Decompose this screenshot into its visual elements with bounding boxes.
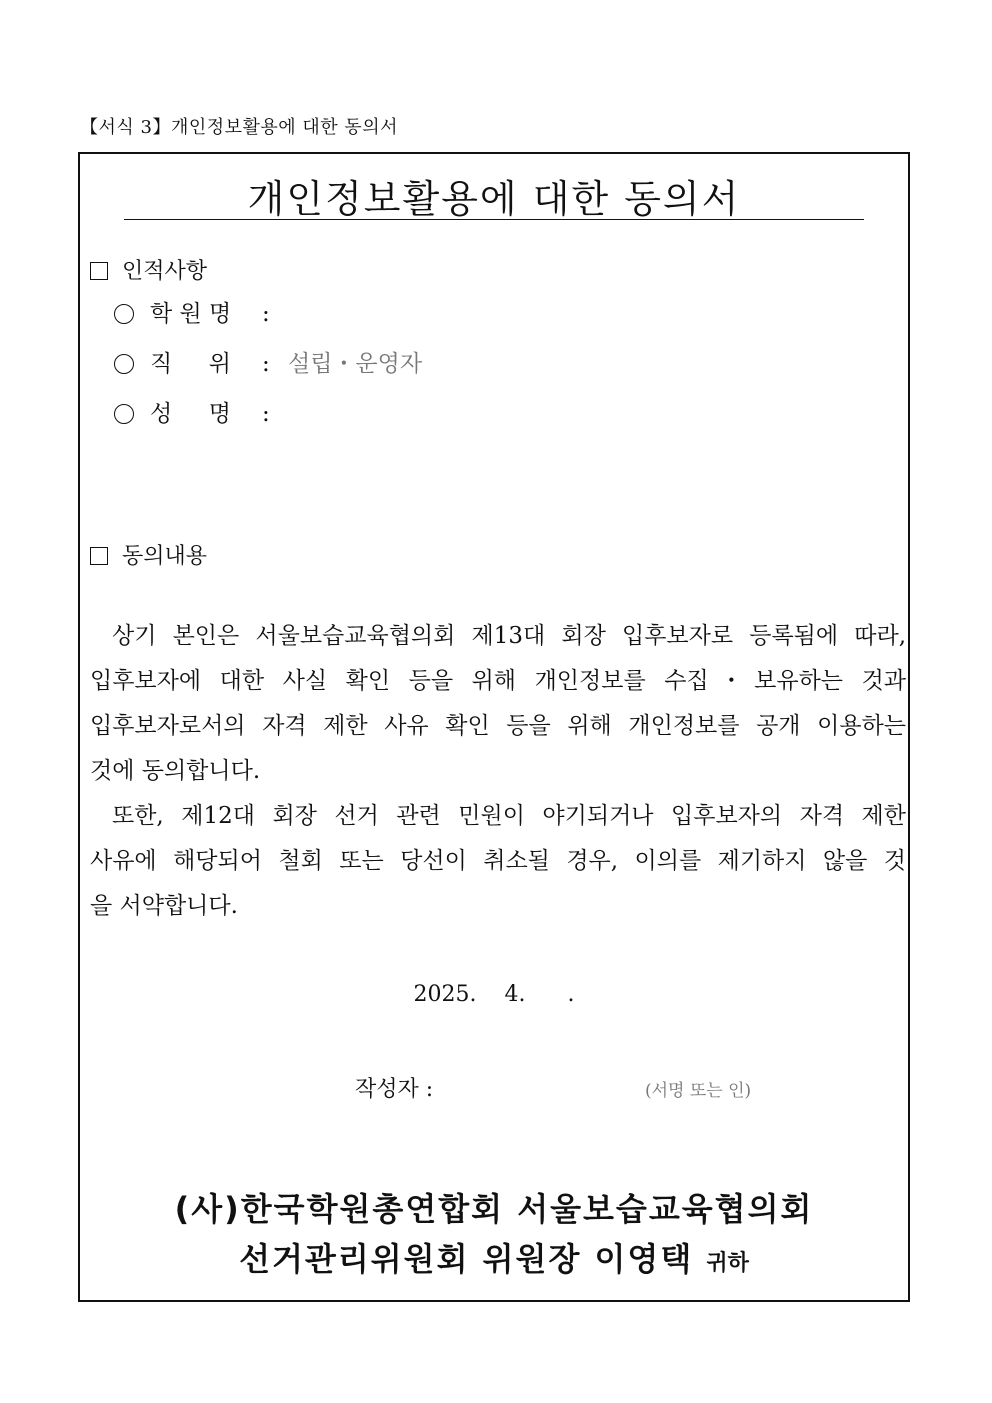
recipient-honorific: 귀하 [706, 1251, 749, 1276]
consent-line: 것에 동의합니다. [90, 758, 261, 784]
field-name [114, 399, 288, 429]
document-date: 2025. 4. . [413, 982, 575, 1007]
consent-form-box [78, 152, 910, 1302]
field-label: 학 원 명 [150, 301, 232, 327]
field-position [114, 349, 422, 379]
circle-bullet-icon [114, 354, 134, 374]
field-colon: : [262, 351, 270, 377]
consent-line: 입후보자로서의 자격 제한 사유 확인 등을 위해 개인정보를 공개 이용하는 [90, 713, 906, 739]
title-underline [124, 219, 864, 220]
field-value: 설립・운영자 [288, 351, 423, 377]
pledge-line: 을 서약합니다. [90, 893, 238, 919]
section-heading: 인적사항 [122, 259, 208, 284]
writer-label: 작성자 : [355, 1077, 434, 1102]
section-heading: 동의내용 [122, 544, 208, 569]
form-number-label: 【서식 3】개인정보활용에 대한 동의서 [80, 117, 399, 138]
circle-bullet-icon [114, 404, 134, 424]
field-colon: : [262, 301, 270, 327]
field-label: 성 명 [150, 401, 231, 427]
pledge-line: 또한, 제12대 회장 선거 관련 민원이 야기되거나 입후보자의 자격 제한 [112, 803, 906, 829]
section-consent [90, 539, 207, 570]
recipient-chair-name: 선거관리위원회 위원장 이영택 [239, 1240, 694, 1278]
consent-line: 입후보자에 대한 사실 확인 등을 위해 개인정보를 수집・보유하는 것과 [90, 668, 906, 694]
pledge-line: 사유에 해당되어 철회 또는 당선이 취소될 경우, 이의를 제기하지 않을 것 [90, 848, 906, 874]
recipient-chair [80, 1234, 908, 1280]
circle-bullet-icon [114, 304, 134, 324]
checkbox-square-icon [90, 262, 108, 280]
recipient-organization: (사)한국학원총연합회 서울보습교육협의회 [174, 1190, 814, 1228]
consent-line: 상기 본인은 서울보습교육협의회 제13대 회장 입후보자로 등록됨에 따라, [112, 623, 906, 649]
signature-note: (서명 또는 인) [645, 1081, 752, 1101]
field-academy-name [114, 299, 288, 329]
field-label: 직 위 [150, 351, 231, 377]
field-colon: : [262, 401, 270, 427]
section-personal-info [90, 254, 207, 285]
document-title: 개인정보활용에 대한 동의서 [247, 177, 741, 221]
checkbox-square-icon [90, 547, 108, 565]
